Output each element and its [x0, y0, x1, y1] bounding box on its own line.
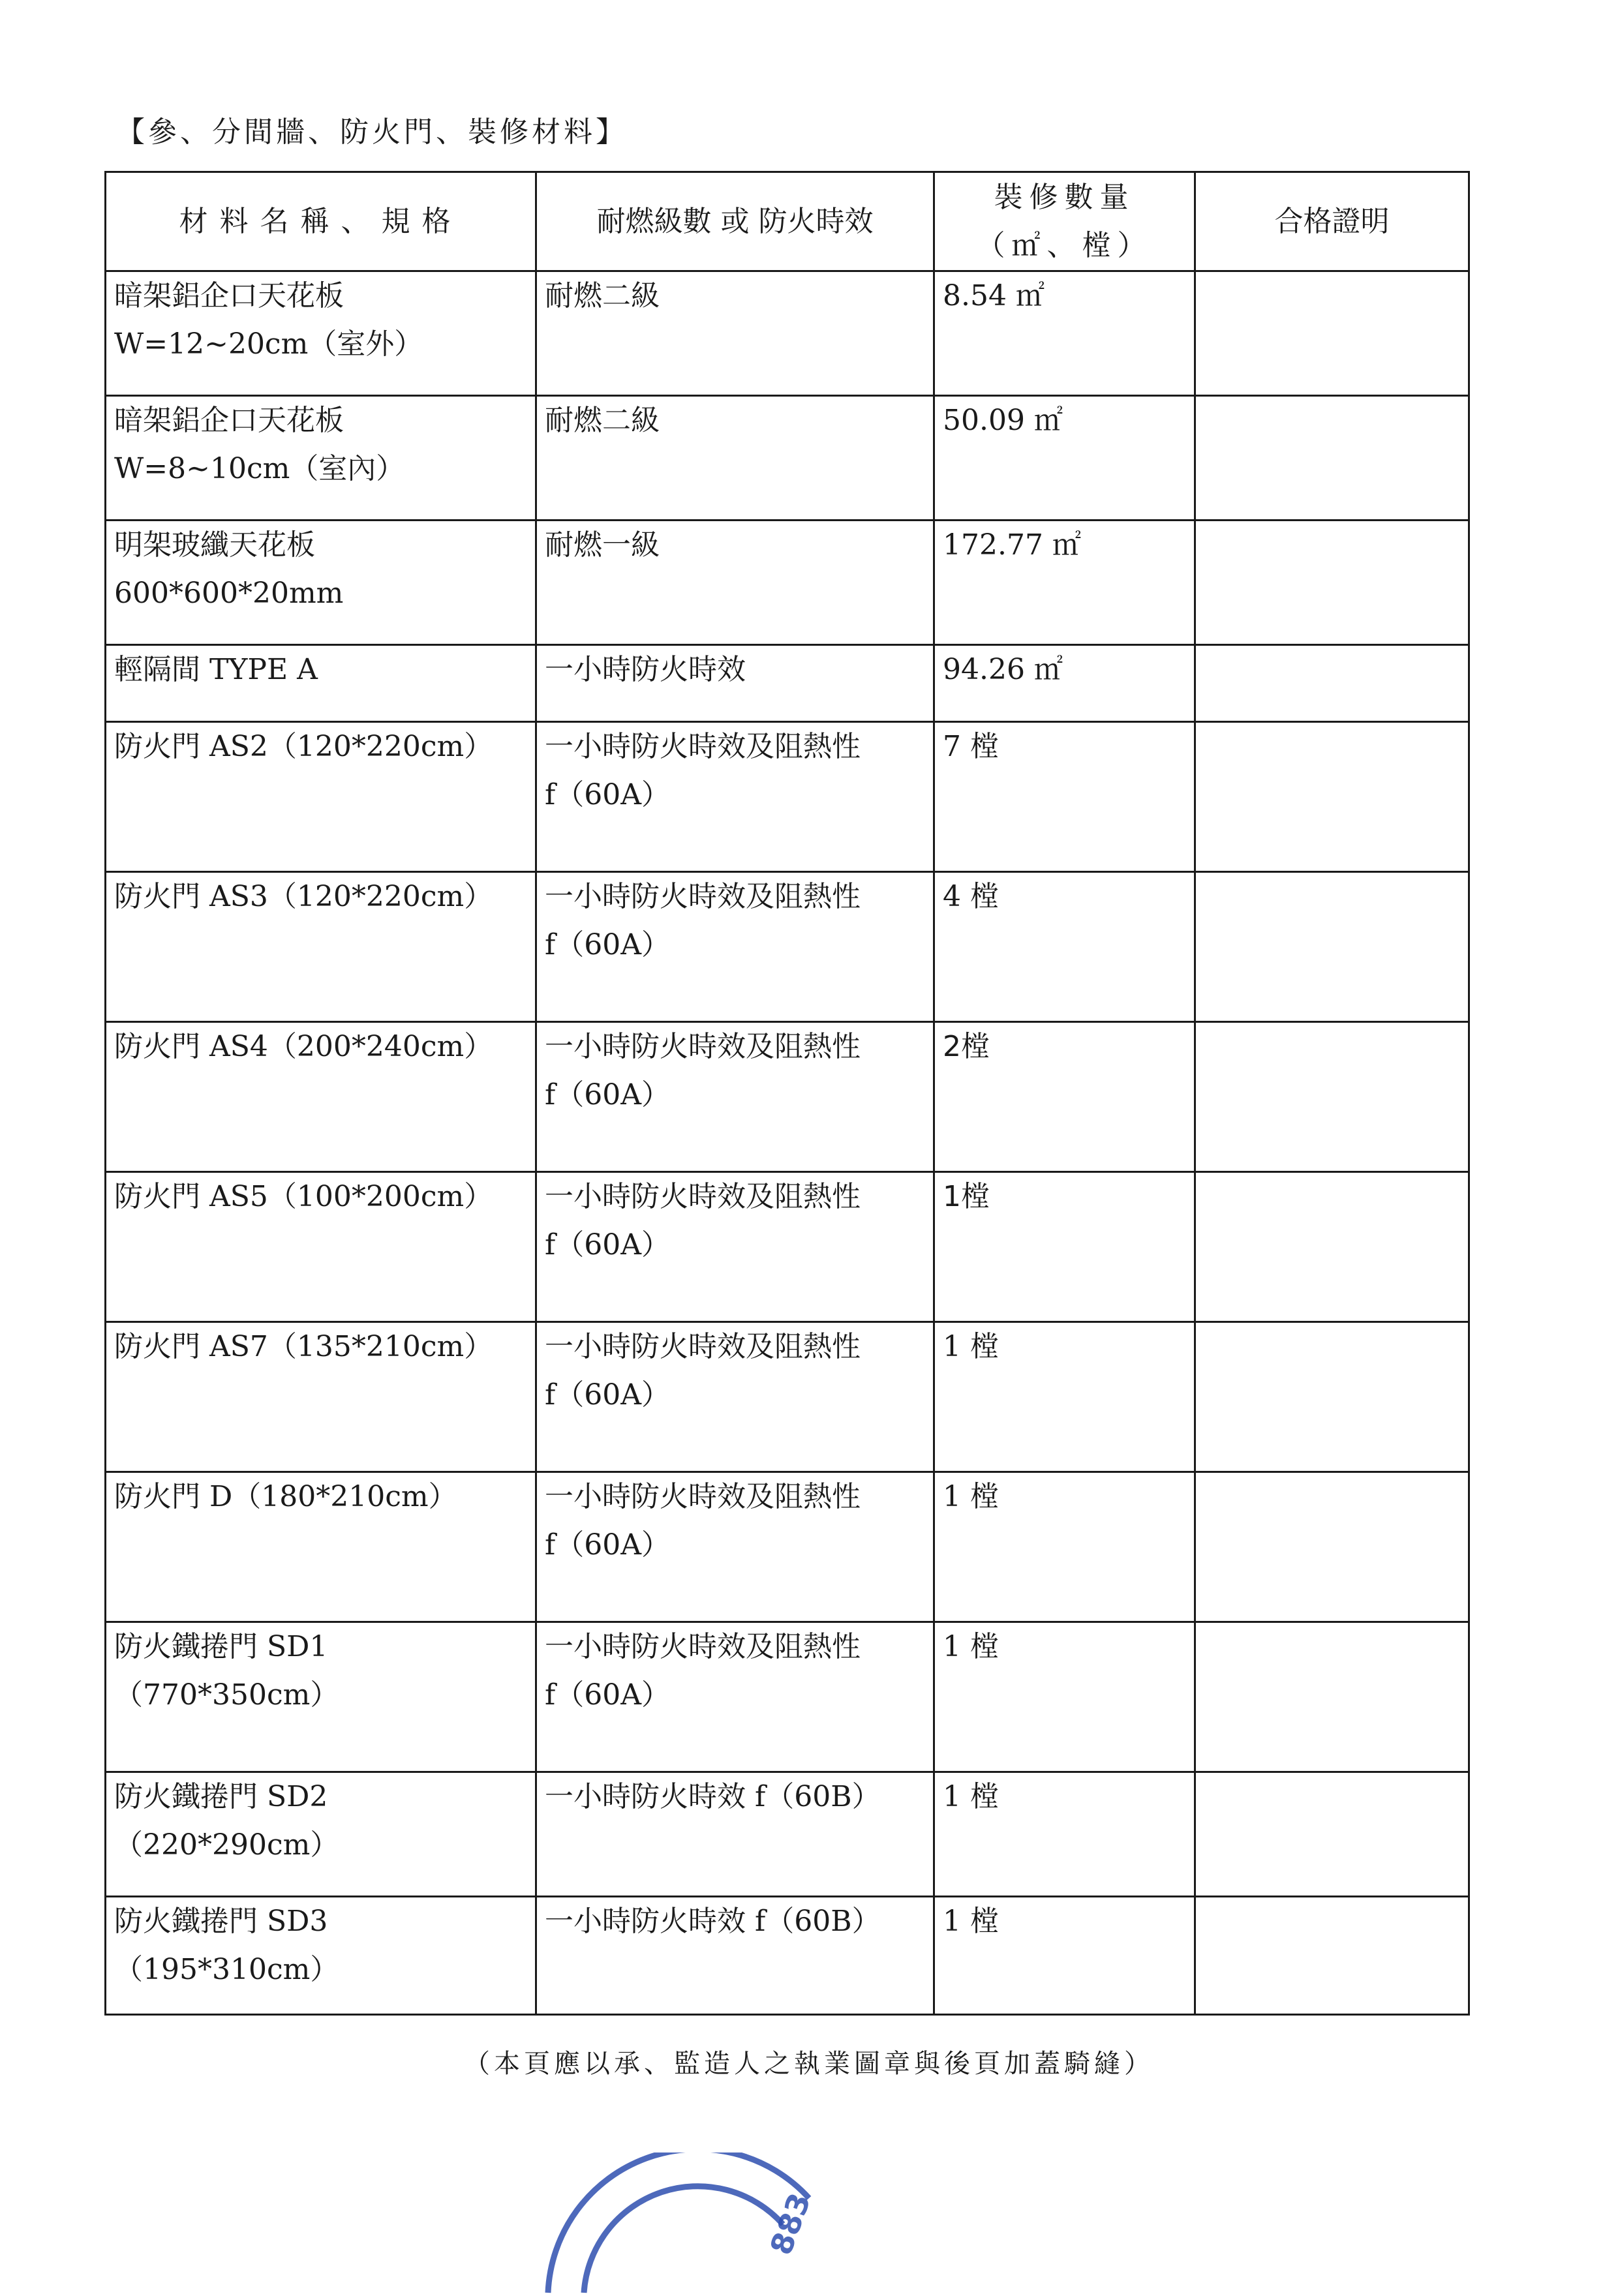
cell-certificate: [1195, 521, 1469, 645]
table-row: [106, 1022, 1469, 1172]
cell-quantity: 94.26 ㎡: [934, 645, 1195, 722]
materials-table: [104, 171, 1470, 2016]
table-row: [106, 645, 1469, 722]
table-row: [106, 1772, 1469, 1897]
table-row: [106, 396, 1469, 521]
cell-quantity: 172.77 ㎡: [934, 521, 1195, 645]
cell-name: 防火門 AS5（100*200cm）: [106, 1172, 536, 1322]
cell-name: 防火門 AS3（120*220cm）: [106, 872, 536, 1022]
table-row: [106, 1897, 1469, 2015]
cell-certificate: [1195, 1622, 1469, 1772]
cell-certificate: [1195, 872, 1469, 1022]
page-heading: 【參、分間牆、防火門、裝修材料】: [116, 115, 628, 149]
table-row: [106, 521, 1469, 645]
table-row: [106, 1472, 1469, 1622]
cell-name: 暗架鋁企口天花板 W=12~20cm（室外）: [106, 271, 536, 396]
cell-certificate: [1195, 396, 1469, 521]
cell-quantity: 1樘: [934, 1172, 1195, 1322]
cell-rating: 耐燃二級: [536, 396, 934, 521]
stamp-number: 883: [763, 2188, 818, 2259]
cell-certificate: [1195, 271, 1469, 396]
cell-rating: 一小時防火時效 f（60B）: [536, 1772, 934, 1897]
cell-quantity: 50.09 ㎡: [934, 396, 1195, 521]
table-row: [106, 271, 1469, 396]
cell-rating: 一小時防火時效及阻熱性 f（60A）: [536, 1622, 934, 1772]
cell-quantity: 1 樘: [934, 1322, 1195, 1472]
cell-name: 防火門 AS2（120*220cm）: [106, 722, 536, 872]
cell-certificate: [1195, 1322, 1469, 1472]
cell-rating: 一小時防火時效及阻熱性 f（60A）: [536, 1472, 934, 1622]
cell-quantity: 1 樘: [934, 1622, 1195, 1772]
cell-quantity: 2樘: [934, 1022, 1195, 1172]
cell-name: 明架玻纖天花板 600*600*20mm: [106, 521, 536, 645]
cell-quantity: 1 樘: [934, 1472, 1195, 1622]
cell-certificate: [1195, 1897, 1469, 2015]
header-certificate: 合格證明: [1195, 172, 1469, 271]
cell-quantity: 1 樘: [934, 1772, 1195, 1897]
cell-certificate: [1195, 1022, 1469, 1172]
cell-quantity: 7 樘: [934, 722, 1195, 872]
cell-name: 防火鐵捲門 SD1 （770*350cm）: [106, 1622, 536, 1772]
cell-rating: 一小時防火時效及阻熱性 f（60A）: [536, 722, 934, 872]
cell-rating: 一小時防火時效及阻熱性 f（60A）: [536, 1022, 934, 1172]
table-row: [106, 1322, 1469, 1472]
cell-certificate: [1195, 1172, 1469, 1322]
cell-certificate: [1195, 1772, 1469, 1897]
cell-rating: 耐燃一級: [536, 521, 934, 645]
cell-quantity: 1 樘: [934, 1897, 1195, 2015]
footer-note: （本頁應以承、監造人之執業圖章與後頁加蓋騎縫）: [464, 2049, 1154, 2079]
table-row: [106, 872, 1469, 1022]
cell-name: 防火鐵捲門 SD3 （195*310cm）: [106, 1897, 536, 2015]
cell-rating: 一小時防火時效 f（60B）: [536, 1897, 934, 2015]
cell-name: 防火門 AS7（135*210cm）: [106, 1322, 536, 1472]
cell-rating: 一小時防火時效及阻熱性 f（60A）: [536, 1322, 934, 1472]
table-row: [106, 1622, 1469, 1772]
cell-certificate: [1195, 722, 1469, 872]
table-row: [106, 1172, 1469, 1322]
header-rating: 耐燃級數 或 防火時效: [536, 172, 934, 271]
cell-name: 防火鐵捲門 SD2 （220*290cm）: [106, 1772, 536, 1897]
cell-rating: 一小時防火時效及阻熱性 f（60A）: [536, 1172, 934, 1322]
cell-name: 輕隔間 TYPE A: [106, 645, 536, 722]
cell-quantity: 8.54 ㎡: [934, 271, 1195, 396]
header-quantity: 裝修數量 （㎡、樘）: [934, 172, 1195, 271]
cell-rating: 一小時防火時效及阻熱性 f（60A）: [536, 872, 934, 1022]
cell-rating: 一小時防火時效: [536, 645, 934, 722]
cell-name: 防火門 D（180*210cm）: [106, 1472, 536, 1622]
seal-stamp: [535, 2152, 842, 2296]
table-header-row: [106, 172, 1469, 271]
cell-rating: 耐燃二級: [536, 271, 934, 396]
table-row: [106, 722, 1469, 872]
header-name: 材料名稱、規格: [106, 172, 536, 271]
cell-name: 暗架鋁企口天花板 W=8~10cm（室內）: [106, 396, 536, 521]
cell-quantity: 4 樘: [934, 872, 1195, 1022]
cell-certificate: [1195, 1472, 1469, 1622]
cell-name: 防火門 AS4（200*240cm）: [106, 1022, 536, 1172]
cell-certificate: [1195, 645, 1469, 722]
